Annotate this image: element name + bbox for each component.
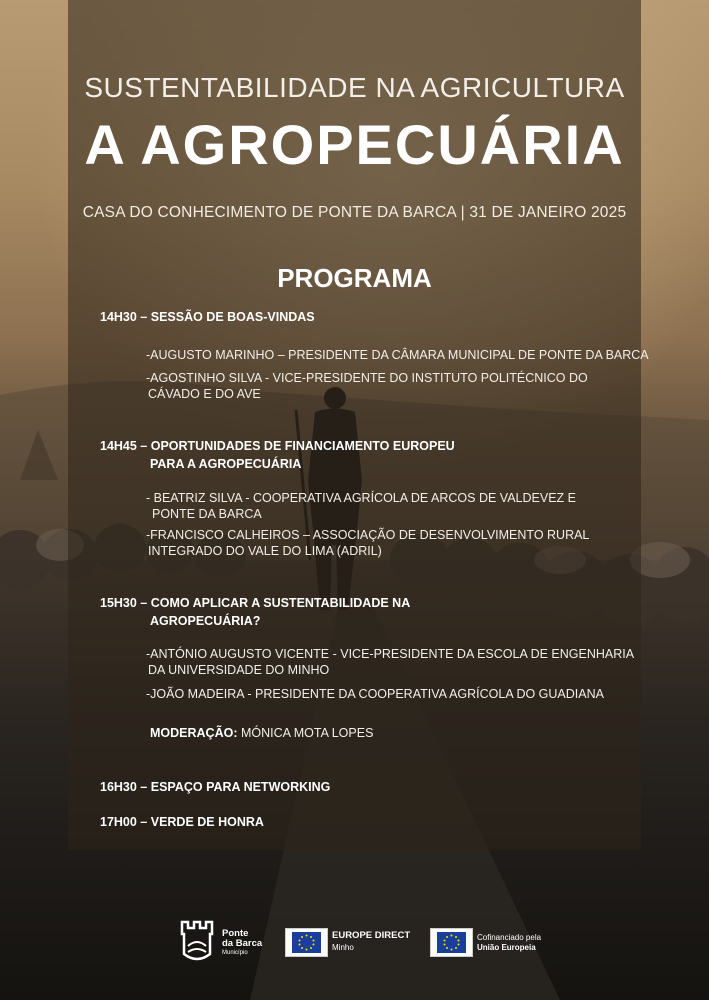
- session-2-speaker-2-cont: INTEGRADO DO VALE DO LIMA (ADRIL): [148, 544, 382, 558]
- europe-direct-line2: Minho: [332, 943, 354, 952]
- session-3-speaker-1-cont: DA UNIVERSIDADE DO MINHO: [148, 663, 330, 677]
- ponte-da-barca-crest-icon: [178, 920, 220, 966]
- eu-funding-line1: Cofinanciado pela: [477, 933, 542, 942]
- eu-funding-line2: União Europeia: [477, 943, 536, 952]
- session-2-heading-cont: PARA A AGROPECUÁRIA: [150, 457, 302, 471]
- eu-flag-icon: [292, 932, 321, 953]
- eu-funding-flag: [430, 928, 473, 957]
- session-3-heading: 15H30 – COMO APLICAR A SUSTENTABILIDADE NA: [100, 596, 411, 610]
- event-subtitle: SUSTENTABILIDADE NA AGRICULTURA: [84, 72, 625, 103]
- program-heading: PROGRAMA: [277, 263, 432, 293]
- session-1-heading: 14H30 – SESSÃO DE BOAS-VINDAS: [100, 310, 315, 324]
- session-3-heading-cont: AGROPECUÁRIA?: [150, 614, 261, 628]
- session-4-heading: 16H30 – ESPAÇO PARA NETWORKING: [100, 780, 331, 794]
- ponte-barca-name-1: Ponte: [222, 928, 249, 939]
- session-2-speaker-1: - BEATRIZ SILVA - COOPERATIVA AGRÍCOLA DE ARCOS DE VALDEVEZ E: [146, 491, 576, 505]
- moderation-name: MÓNICA MOTA LOPES: [240, 726, 374, 740]
- event-title: A AGROPECUÁRIA: [84, 113, 625, 176]
- session-3-speaker-1: -ANTÓNIO AUGUSTO VICENTE - VICE-PRESIDENTE DA ESCOLA DE ENGENHARIA: [146, 647, 635, 661]
- ponte-barca-name-2: da Barca: [222, 938, 263, 949]
- eu-flag-icon: [437, 932, 466, 953]
- session-2-heading: 14H45 – OPORTUNIDADES DE FINANCIAMENTO EUROPEU: [100, 439, 455, 453]
- session-1-speaker-2: -AGOSTINHO SILVA - VICE-PRESIDENTE DO INSTITUTO POLITÉCNICO DO: [146, 371, 588, 385]
- session-5-heading: 17H00 – VERDE DE HONRA: [100, 815, 264, 829]
- session-3-speaker-2: -JOÃO MADEIRA - PRESIDENTE DA COOPERATIVA AGRÍCOLA DO GUADIANA: [146, 687, 604, 701]
- europe-direct-eu-flag: [285, 928, 328, 957]
- europe-direct-line1: EUROPE DIRECT: [332, 930, 411, 941]
- sponsor-logos: [0, 920, 709, 970]
- event-venue-date: CASA DO CONHECIMENTO DE PONTE DA BARCA | 31 DE JANEIRO 2025: [82, 204, 627, 221]
- session-1-speaker-2-cont: CÁVADO E DO AVE: [148, 387, 261, 401]
- ponte-barca-sub: Município: [222, 950, 248, 956]
- moderation-label: MODERAÇÃO:: [150, 726, 238, 740]
- session-1-speaker-1: -AUGUSTO MARINHO – PRESIDENTE DA CÂMARA MUNICIPAL DE PONTE DA BARCA: [146, 348, 649, 362]
- moderation-line: [150, 726, 373, 740]
- session-2-speaker-1-cont: PONTE DA BARCA: [152, 507, 262, 521]
- session-2-speaker-2: -FRANCISCO CALHEIROS – ASSOCIAÇÃO DE DESENVOLVIMENTO RURAL: [146, 528, 590, 542]
